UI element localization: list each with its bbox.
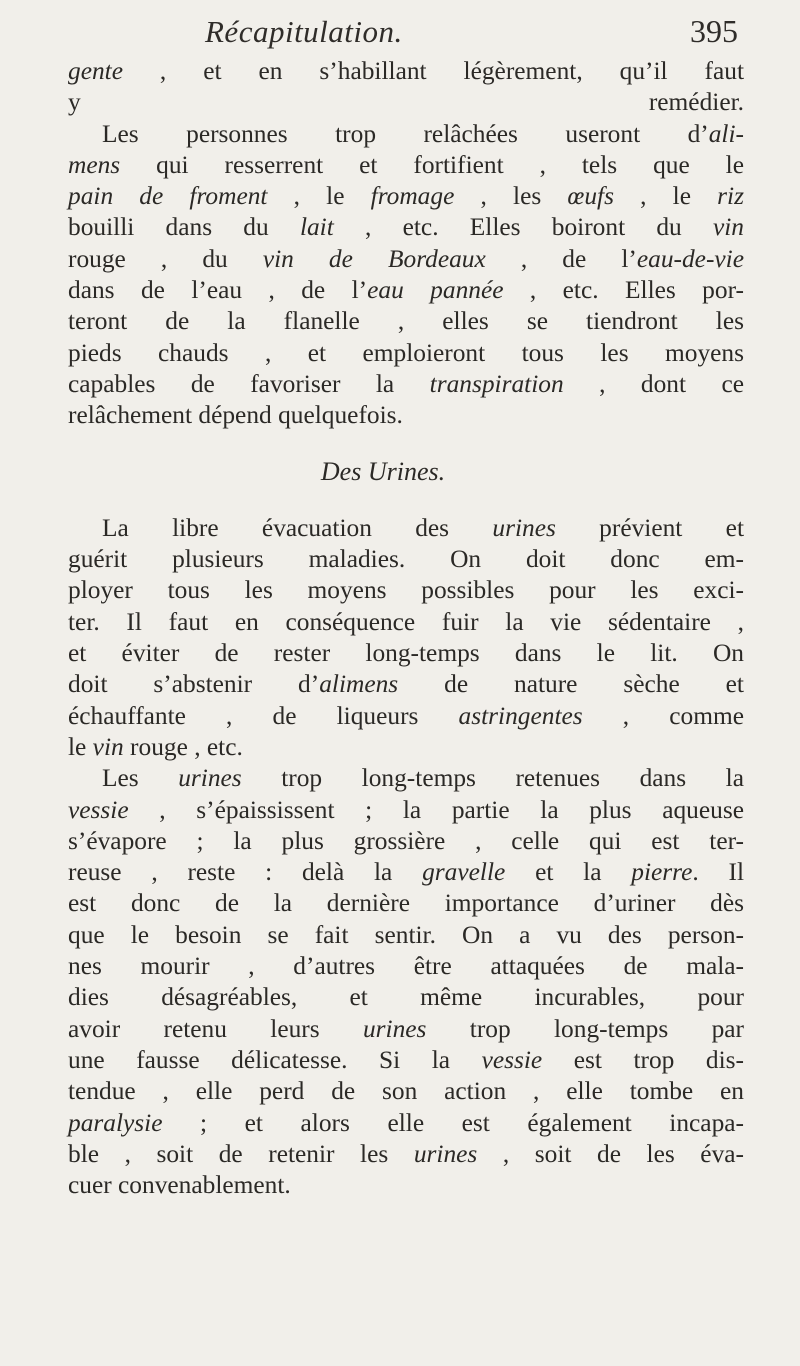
text-segment: pieds chauds , et emploieront tous les moyens — [68, 338, 744, 367]
text-line — [68, 701, 744, 732]
text-segment: rouge , etc. — [123, 732, 243, 761]
text-line — [68, 920, 744, 951]
text-segment: et la — [505, 858, 632, 887]
page-header — [0, 8, 800, 56]
text-line — [68, 513, 744, 544]
text-segment: tendue , elle perd de son action , elle tombe en — [68, 1077, 744, 1106]
text-line — [68, 795, 744, 826]
italic-term: riz — [717, 182, 744, 211]
text-segment: ter. Il faut en conséquence fuir la vie sédentaire , — [68, 607, 744, 636]
text-segment: s’évapore ; la plus grossière , celle qui est ter- — [68, 826, 744, 855]
text-line — [68, 982, 744, 1013]
text-segment: La libre évacuation des — [102, 513, 493, 542]
text-segment: dans de l’eau , de l’ — [68, 276, 368, 305]
italic-term: œufs — [567, 182, 614, 211]
text-segment: qui resserrent et fortifient , tels que le — [120, 150, 744, 179]
text-segment: prévient et — [555, 513, 744, 542]
text-segment: Les — [102, 764, 179, 793]
italic-term: vessie — [481, 1045, 543, 1074]
text-segment: Les personnes trop relâchées useront d’ — [102, 119, 709, 148]
text-segment: relâchement dépend quelquefois. — [68, 401, 403, 430]
text-segment: nes mourir , d’autres être attaquées de mala- — [68, 952, 744, 981]
text-segment: ble , soit de retenir les — [68, 1139, 414, 1168]
italic-term: vin — [92, 732, 124, 761]
italic-term: lait — [299, 213, 334, 242]
text-segment: cuer convenablement. — [68, 1171, 291, 1200]
text-line — [68, 763, 744, 794]
running-title: Récapitulation. — [205, 14, 403, 49]
text-line — [68, 575, 744, 606]
text-line — [68, 150, 744, 181]
text-line — [68, 826, 744, 857]
text-segment: le — [68, 732, 93, 761]
italic-term: fromage — [370, 182, 455, 211]
italic-term: paralysie — [68, 1108, 163, 1137]
text-line — [68, 544, 744, 575]
text-line — [68, 275, 744, 306]
italic-term: eau-de-vie — [636, 244, 744, 273]
text-line — [68, 669, 744, 700]
text-line — [68, 888, 744, 919]
text-segment: trop long-temps retenues dans la — [241, 764, 744, 793]
text-line — [68, 1014, 744, 1045]
italic-term: vessie — [68, 795, 129, 824]
text-segment: , etc. Elles boiront du — [333, 213, 713, 242]
text-line — [68, 338, 744, 369]
text-segment: , et en s’habillant légèrement, qu’il faut — [122, 57, 744, 85]
italic-term: astringentes — [458, 701, 583, 730]
italic-term: urines — [362, 1014, 427, 1043]
text-line — [68, 607, 744, 638]
text-segment: de nature sèche et — [398, 670, 744, 699]
text-line — [68, 1139, 744, 1170]
text-line — [68, 400, 744, 431]
italic-term: urines — [492, 513, 556, 542]
text-segment: échauffante , de liqueurs — [68, 701, 459, 730]
text-line — [68, 1108, 744, 1139]
text-segment: doit s’abstenir d’ — [68, 670, 320, 699]
italic-term: gente — [68, 57, 123, 85]
text-line — [68, 119, 744, 150]
text-line — [68, 1170, 744, 1201]
text-line — [68, 857, 744, 888]
text-line — [68, 244, 744, 275]
text-segment: trop long-temps par — [426, 1014, 744, 1043]
text-segment: . Il — [692, 858, 744, 887]
paragraph-group-1 — [68, 56, 744, 432]
text-line — [68, 87, 744, 118]
text-line — [68, 369, 744, 400]
text-line — [68, 1076, 744, 1107]
section-heading: Des Urines. — [320, 456, 446, 486]
italic-term: transpiration — [429, 369, 564, 398]
text-line — [68, 181, 744, 212]
text-line — [68, 56, 744, 87]
italic-term: pain de froment — [68, 182, 268, 211]
page-number: 395 — [690, 13, 738, 49]
text-segment: , le — [267, 182, 371, 211]
italic-term: alimens — [319, 670, 399, 699]
text-segment: et éviter de rester long-temps dans le lit. On — [68, 639, 744, 668]
text-line — [68, 638, 744, 669]
text-segment: dies désagréables, et même incurables, pour — [68, 983, 744, 1012]
text-segment: , etc. Elles por- — [503, 276, 744, 305]
text-line — [68, 951, 744, 982]
text-segment: , de l’ — [485, 244, 637, 273]
text-segment: , dont ce — [563, 369, 744, 398]
text-segment: que le besoin se fait sentir. On a vu des person- — [68, 920, 744, 949]
text-segment: capables de favoriser la — [68, 369, 430, 398]
text-segment: reuse , reste : delà la — [68, 858, 423, 887]
text-segment: , soit de les éva- — [477, 1139, 744, 1168]
text-segment: avoir retenu leurs — [68, 1014, 363, 1043]
body-text — [68, 56, 744, 1201]
italic-term: gravelle — [422, 858, 506, 887]
text-segment: une fausse délicatesse. Si la — [68, 1045, 482, 1074]
text-segment: rouge , du — [68, 244, 263, 273]
italic-term: urines — [178, 764, 242, 793]
text-line — [68, 1045, 744, 1076]
text-segment: ployer tous les moyens possibles pour les exci- — [68, 576, 744, 605]
text-line — [68, 732, 744, 763]
text-segment: est trop dis- — [542, 1045, 744, 1074]
text-segment: teront de la flanelle , elles se tiendront les — [68, 307, 744, 336]
italic-term: vin — [712, 213, 744, 242]
italic-term: eau pannée — [367, 276, 504, 305]
text-segment: est donc de la dernière importance d’uriner dès — [68, 889, 744, 918]
text-segment: ; et alors elle est également incapa- — [162, 1108, 744, 1137]
text-segment: guérit plusieurs maladies. On doit donc em- — [68, 545, 744, 574]
text-line — [68, 306, 744, 337]
italic-term: vin de Bordeaux — [262, 244, 486, 273]
text-segment: y remédier. — [68, 88, 744, 117]
text-segment: , comme — [582, 701, 744, 730]
paragraph-group-2 — [68, 513, 744, 1202]
text-line — [68, 212, 744, 243]
italic-term: urines — [413, 1139, 478, 1168]
italic-term: mens — [68, 150, 121, 179]
italic-term: ali- — [708, 119, 744, 148]
text-segment: , le — [613, 182, 718, 211]
text-segment: bouilli dans du — [68, 213, 300, 242]
italic-term: pierre — [631, 858, 693, 887]
text-segment: , les — [454, 182, 568, 211]
text-segment: , s’épaississent ; la partie la plus aqueuse — [128, 795, 744, 824]
